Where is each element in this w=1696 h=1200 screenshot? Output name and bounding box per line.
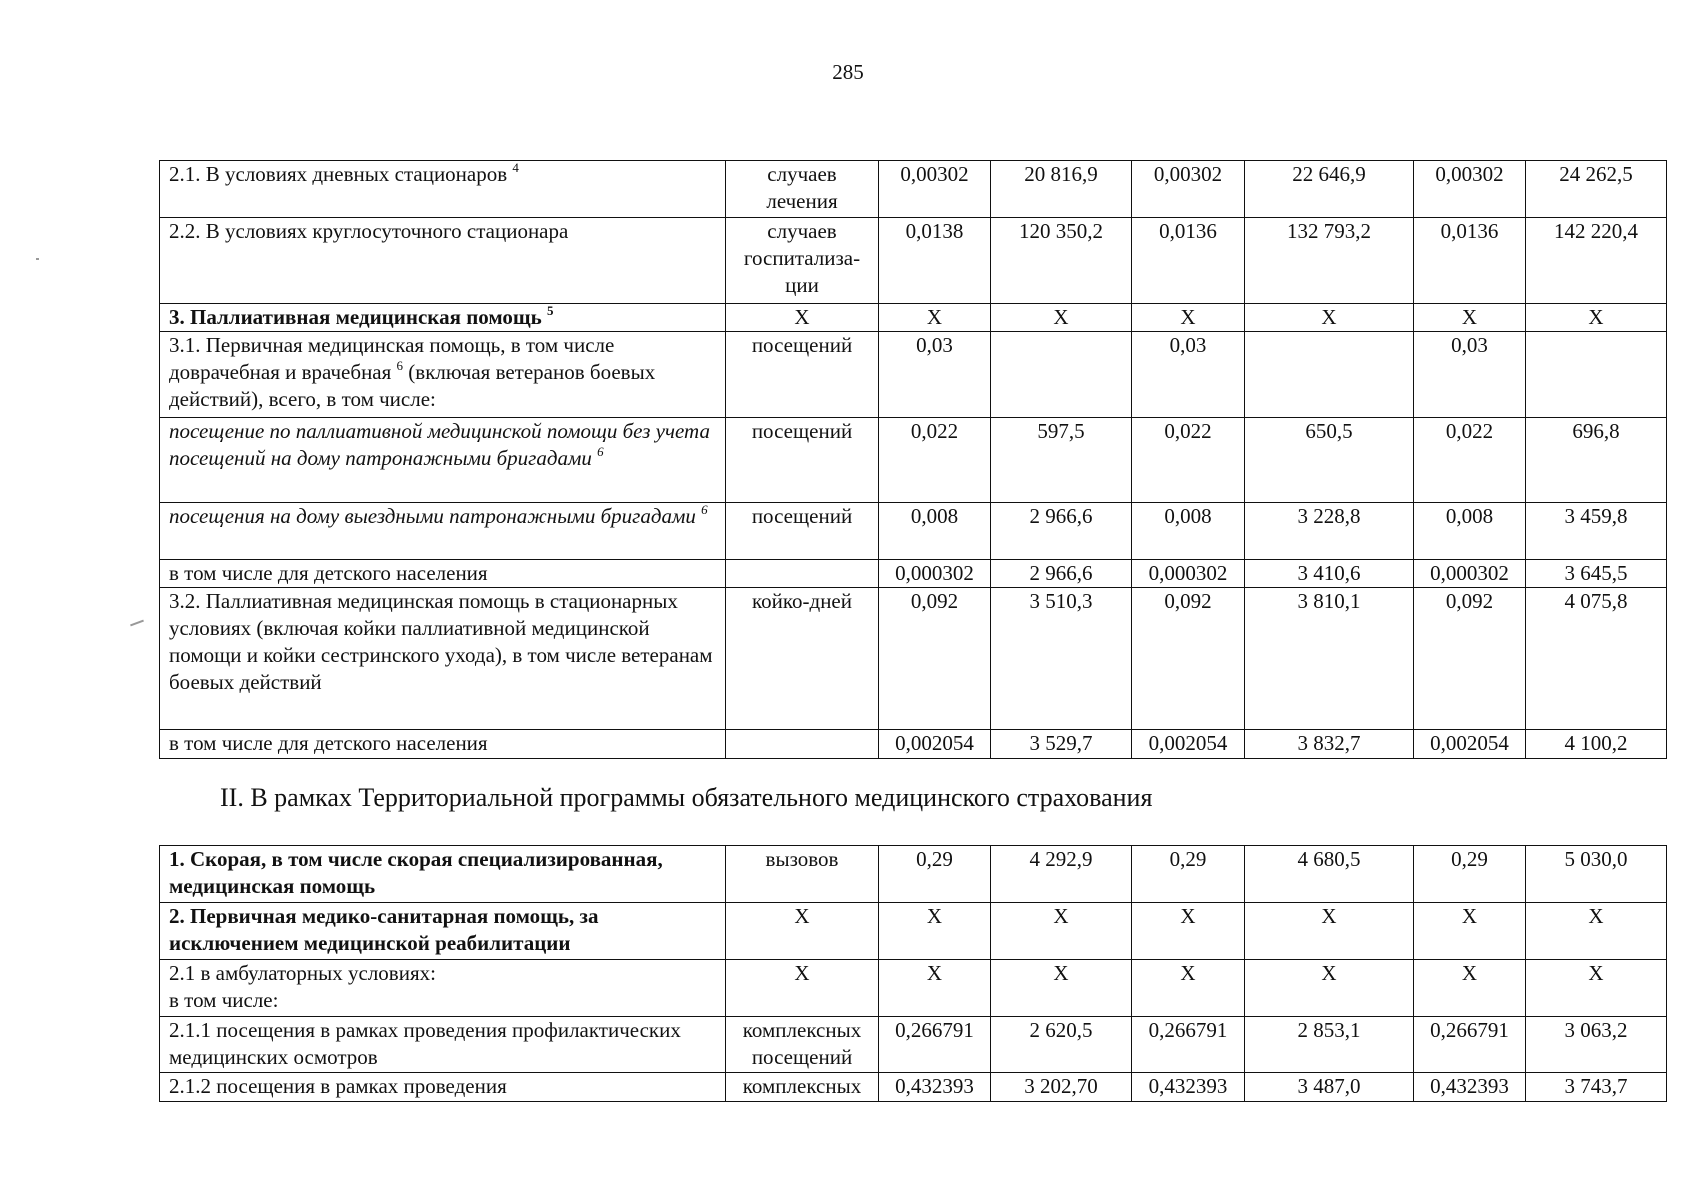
table-row: [160, 418, 1667, 503]
value-cell: 3 810,1: [1245, 588, 1414, 730]
value-cell: 0,29: [1414, 846, 1526, 903]
value-cell: 132 793,2: [1245, 218, 1414, 304]
value-cell: 4 292,9: [991, 846, 1132, 903]
value-cell: Х: [1245, 304, 1414, 332]
value-cell: [1526, 332, 1667, 418]
row-label: 2.1.1 посещения в рамках проведения профилактических медицинских осмотров: [160, 1017, 726, 1073]
value-cell: 2 966,6: [991, 560, 1132, 588]
scan-speck: [130, 620, 144, 627]
value-cell: 0,092: [1414, 588, 1526, 730]
row-label: 3.2. Паллиативная медицинская помощь в стационарных условиях (включая койки паллиативной медицинской помощи и койки сестринского ухода), в том числе ветеранам боевых действий: [160, 588, 726, 730]
table-row: [160, 730, 1667, 759]
value-cell: [1245, 332, 1414, 418]
unit-cell: Х: [726, 903, 879, 960]
table-row: [160, 218, 1667, 304]
value-cell: 0,432393: [1132, 1073, 1245, 1102]
value-cell: [991, 332, 1132, 418]
value-cell: 0,29: [1132, 846, 1245, 903]
row-label: 2.1. В условиях дневных стационаров $^4$: [160, 161, 726, 218]
footnote-mark: 6: [396, 358, 404, 373]
value-cell: 2 620,5: [991, 1017, 1132, 1073]
value-cell: 0,000302: [1132, 560, 1245, 588]
value-cell: Х: [1245, 903, 1414, 960]
footnote-mark: 6: [701, 502, 708, 517]
value-cell: 696,8: [1526, 418, 1667, 503]
data-table-territorial-program: [159, 160, 1667, 759]
value-cell: Х: [1132, 304, 1245, 332]
value-cell: 0,266791: [879, 1017, 991, 1073]
value-cell: 3 529,7: [991, 730, 1132, 759]
value-cell: Х: [1414, 304, 1526, 332]
value-cell: Х: [1132, 960, 1245, 1017]
value-cell: 0,00302: [879, 161, 991, 218]
value-cell: 3 487,0: [1245, 1073, 1414, 1102]
table-row: [160, 503, 1667, 560]
value-cell: 3 202,70: [991, 1073, 1132, 1102]
row-label: 2.1 в амбулаторных условиях: в том числе:: [160, 960, 726, 1017]
value-cell: Х: [1526, 903, 1667, 960]
table-row: [160, 903, 1667, 960]
value-cell: 0,03: [879, 332, 991, 418]
value-cell: Х: [1132, 903, 1245, 960]
value-cell: 3 410,6: [1245, 560, 1414, 588]
value-cell: 0,092: [1132, 588, 1245, 730]
value-cell: 2 966,6: [991, 503, 1132, 560]
value-cell: Х: [879, 960, 991, 1017]
value-cell: 0,022: [1414, 418, 1526, 503]
value-cell: Х: [1526, 960, 1667, 1017]
row-label: в том числе для детского населения: [160, 560, 726, 588]
value-cell: Х: [991, 903, 1132, 960]
table-row: [160, 560, 1667, 588]
footnote-mark: 4: [512, 160, 519, 175]
page-number: 285: [832, 60, 864, 84]
value-cell: Х: [991, 304, 1132, 332]
row-label: в том числе для детского населения: [160, 730, 726, 759]
row-label: 3.1. Первичная медицинская помощь, в том числе доврачебная и врачебная $^6$ (включая ветеранов боевых действий), всего, в том числе:: [160, 332, 726, 418]
row-label: 2.2. В условиях круглосуточного стационара: [160, 218, 726, 304]
value-cell: 0,022: [1132, 418, 1245, 503]
footnote-mark: 6: [597, 444, 604, 459]
value-cell: 0,000302: [879, 560, 991, 588]
table-row: [160, 332, 1667, 418]
value-cell: 0,002054: [879, 730, 991, 759]
value-cell: 0,002054: [1132, 730, 1245, 759]
unit-cell: койко-дней: [726, 588, 879, 730]
value-cell: 0,03: [1414, 332, 1526, 418]
value-cell: 3 228,8: [1245, 503, 1414, 560]
value-cell: 0,0136: [1414, 218, 1526, 304]
section-heading: II. В рамках Территориальной программы обязательного медицинского страхования: [220, 783, 1153, 812]
value-cell: 0,432393: [879, 1073, 991, 1102]
value-cell: 4 680,5: [1245, 846, 1414, 903]
unit-cell: посещений: [726, 418, 879, 503]
value-cell: 3 510,3: [991, 588, 1132, 730]
value-cell: Х: [991, 960, 1132, 1017]
value-cell: 22 646,9: [1245, 161, 1414, 218]
unit-cell: Х: [726, 960, 879, 1017]
unit-cell: [726, 560, 879, 588]
unit-cell: случаев лечения: [726, 161, 879, 218]
value-cell: 0,00302: [1132, 161, 1245, 218]
table-row: [160, 960, 1667, 1017]
value-cell: Х: [879, 304, 991, 332]
unit-cell: случаев госпитализа-ции: [726, 218, 879, 304]
value-cell: 3 743,7: [1526, 1073, 1667, 1102]
value-cell: 0,266791: [1132, 1017, 1245, 1073]
value-cell: 0,00302: [1414, 161, 1526, 218]
row-label: посещения на дому выездными патронажными бригадами $^6$: [160, 503, 726, 560]
value-cell: 0,008: [1414, 503, 1526, 560]
value-cell: Х: [1245, 960, 1414, 1017]
value-cell: Х: [1414, 903, 1526, 960]
footnote-mark: 5: [547, 303, 554, 318]
value-cell: 3 645,5: [1526, 560, 1667, 588]
unit-cell: посещений: [726, 332, 879, 418]
value-cell: 597,5: [991, 418, 1132, 503]
value-cell: 0,002054: [1414, 730, 1526, 759]
value-cell: 3 063,2: [1526, 1017, 1667, 1073]
row-label: 3. Паллиативная медицинская помощь $^5$: [160, 304, 726, 332]
unit-cell: комплексных посещений: [726, 1017, 879, 1073]
row-label: 1. Скорая, в том числе скорая специализированная, медицинская помощь: [160, 846, 726, 903]
unit-cell: вызовов: [726, 846, 879, 903]
value-cell: 2 853,1: [1245, 1017, 1414, 1073]
value-cell: 0,008: [1132, 503, 1245, 560]
value-cell: 142 220,4: [1526, 218, 1667, 304]
table-row: [160, 1017, 1667, 1073]
value-cell: Х: [879, 903, 991, 960]
value-cell: 120 350,2: [991, 218, 1132, 304]
value-cell: 0,29: [879, 846, 991, 903]
value-cell: 0,092: [879, 588, 991, 730]
value-cell: 24 262,5: [1526, 161, 1667, 218]
value-cell: 0,000302: [1414, 560, 1526, 588]
table-row: [160, 161, 1667, 218]
value-cell: 650,5: [1245, 418, 1414, 503]
value-cell: Х: [1526, 304, 1667, 332]
row-label: посещение по паллиативной медицинской помощи без учета посещений на дому патронажными бригадами $^6$: [160, 418, 726, 503]
value-cell: 0,266791: [1414, 1017, 1526, 1073]
data-table-oms-program: [159, 845, 1667, 1102]
unit-cell: посещений: [726, 503, 879, 560]
row-label: 2.1.2 посещения в рамках проведения: [160, 1073, 726, 1102]
unit-cell: Х: [726, 304, 879, 332]
value-cell: 0,022: [879, 418, 991, 503]
value-cell: 4 075,8: [1526, 588, 1667, 730]
value-cell: 0,0136: [1132, 218, 1245, 304]
value-cell: 20 816,9: [991, 161, 1132, 218]
table-row: [160, 304, 1667, 332]
value-cell: 5 030,0: [1526, 846, 1667, 903]
scan-speck: [36, 258, 39, 260]
value-cell: 4 100,2: [1526, 730, 1667, 759]
table-row: [160, 1073, 1667, 1102]
table-row: [160, 846, 1667, 903]
unit-cell: комплексных: [726, 1073, 879, 1102]
value-cell: 3 459,8: [1526, 503, 1667, 560]
value-cell: 3 832,7: [1245, 730, 1414, 759]
table-row: [160, 588, 1667, 730]
value-cell: Х: [1414, 960, 1526, 1017]
value-cell: 0,008: [879, 503, 991, 560]
value-cell: 0,432393: [1414, 1073, 1526, 1102]
unit-cell: [726, 730, 879, 759]
value-cell: 0,03: [1132, 332, 1245, 418]
row-label: 2. Первичная медико-санитарная помощь, за исключением медицинской реабилитации: [160, 903, 726, 960]
value-cell: 0,0138: [879, 218, 991, 304]
